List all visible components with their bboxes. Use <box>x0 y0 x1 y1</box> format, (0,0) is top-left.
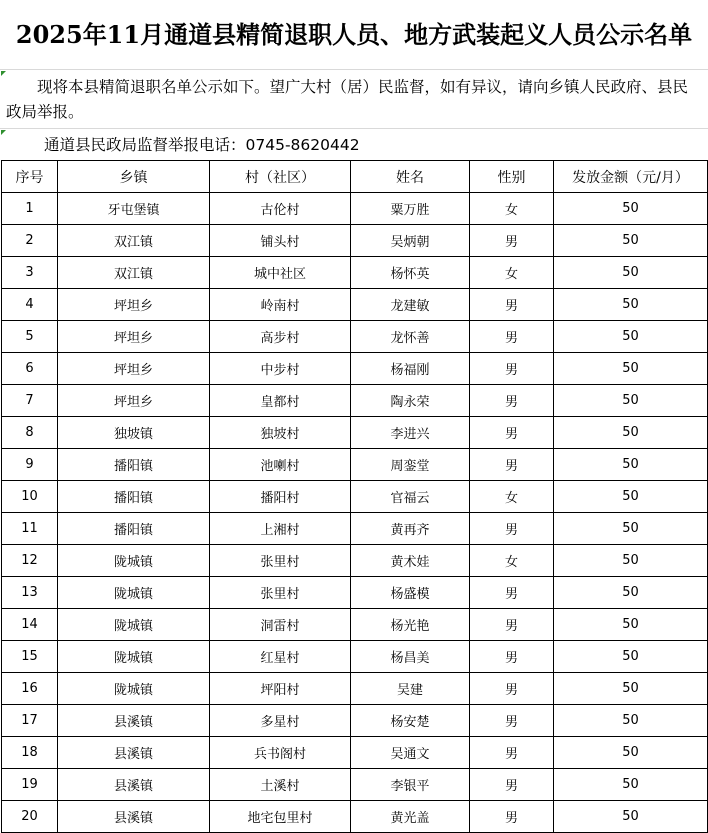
cell-col-name: 龙怀善 <box>351 321 470 353</box>
cell-col-index: 17 <box>2 705 58 737</box>
cell-col-township: 陇城镇 <box>58 609 210 641</box>
cell-col-index: 10 <box>2 481 58 513</box>
cell-col-gender: 男 <box>470 801 554 833</box>
cell-col-township: 县溪镇 <box>58 705 210 737</box>
cell-col-amount: 50 <box>554 225 708 257</box>
cell-col-amount: 50 <box>554 481 708 513</box>
table-body <box>2 193 708 833</box>
cell-col-gender: 男 <box>470 577 554 609</box>
cell-col-gender: 男 <box>470 673 554 705</box>
table-row <box>2 257 708 289</box>
cell-col-index: 2 <box>2 225 58 257</box>
cell-col-index: 12 <box>2 545 58 577</box>
cell-col-township: 双江镇 <box>58 257 210 289</box>
cell-col-name: 陶永荣 <box>351 385 470 417</box>
cell-col-gender: 男 <box>470 449 554 481</box>
cell-col-gender: 男 <box>470 609 554 641</box>
cell-col-amount: 50 <box>554 193 708 225</box>
cell-col-township: 县溪镇 <box>58 801 210 833</box>
cell-col-township: 县溪镇 <box>58 737 210 769</box>
cell-col-amount: 50 <box>554 321 708 353</box>
cell-col-amount: 50 <box>554 737 708 769</box>
cell-col-index: 15 <box>2 641 58 673</box>
table-row <box>2 449 708 481</box>
cell-col-gender: 男 <box>470 353 554 385</box>
cell-col-village: 地宅包里村 <box>210 801 351 833</box>
cell-col-village: 张里村 <box>210 545 351 577</box>
cell-col-index: 6 <box>2 353 58 385</box>
roster-table <box>1 160 708 833</box>
cell-col-village: 中步村 <box>210 353 351 385</box>
cell-col-village: 洞雷村 <box>210 609 351 641</box>
report-phone-line: 通道县民政局监督举报电话：0745-8620442 <box>44 136 360 154</box>
cell-col-township: 播阳镇 <box>58 449 210 481</box>
header-col-township: 乡镇 <box>58 161 210 193</box>
cell-col-amount: 50 <box>554 577 708 609</box>
cell-col-index: 11 <box>2 513 58 545</box>
cell-col-name: 杨盛模 <box>351 577 470 609</box>
cell-col-amount: 50 <box>554 705 708 737</box>
cell-col-amount: 50 <box>554 353 708 385</box>
cell-col-gender: 男 <box>470 641 554 673</box>
cell-col-village: 张里村 <box>210 577 351 609</box>
cell-col-gender: 男 <box>470 321 554 353</box>
cell-col-gender: 男 <box>470 385 554 417</box>
header-col-index: 序号 <box>2 161 58 193</box>
cell-col-name: 吴建 <box>351 673 470 705</box>
table-row <box>2 801 708 833</box>
cell-col-village: 多星村 <box>210 705 351 737</box>
cell-col-township: 播阳镇 <box>58 481 210 513</box>
cell-col-village: 池喇村 <box>210 449 351 481</box>
cell-col-village: 城中社区 <box>210 257 351 289</box>
table-row <box>2 705 708 737</box>
cell-col-index: 9 <box>2 449 58 481</box>
cell-col-name: 黄术娃 <box>351 545 470 577</box>
cell-col-name: 黄光盖 <box>351 801 470 833</box>
table-row <box>2 321 708 353</box>
cell-col-name: 吴通文 <box>351 737 470 769</box>
table-row <box>2 545 708 577</box>
cell-col-gender: 男 <box>470 225 554 257</box>
cell-col-name: 黄再齐 <box>351 513 470 545</box>
cell-col-index: 5 <box>2 321 58 353</box>
cell-col-gender: 男 <box>470 417 554 449</box>
cell-col-township: 坪坦乡 <box>58 289 210 321</box>
cell-col-village: 兵书阁村 <box>210 737 351 769</box>
cell-col-name: 李银平 <box>351 769 470 801</box>
page-title: 2025年11月通道县精简退职人员、地方武装起义人员公示名单 <box>0 0 708 70</box>
table-row <box>2 641 708 673</box>
cell-col-index: 14 <box>2 609 58 641</box>
cell-col-amount: 50 <box>554 257 708 289</box>
header-col-name: 姓名 <box>351 161 470 193</box>
cell-col-name: 龙建敏 <box>351 289 470 321</box>
cell-col-amount: 50 <box>554 385 708 417</box>
cell-col-amount: 50 <box>554 417 708 449</box>
table-header-row <box>2 161 708 193</box>
cell-col-township: 陇城镇 <box>58 673 210 705</box>
cell-col-name: 杨昌美 <box>351 641 470 673</box>
table-row <box>2 353 708 385</box>
cell-col-name: 李进兴 <box>351 417 470 449</box>
cell-col-name: 杨怀英 <box>351 257 470 289</box>
table-row <box>2 577 708 609</box>
cell-col-village: 古伦村 <box>210 193 351 225</box>
cell-col-index: 4 <box>2 289 58 321</box>
cell-col-gender: 男 <box>470 769 554 801</box>
cell-col-village: 皇都村 <box>210 385 351 417</box>
cell-col-township: 播阳镇 <box>58 513 210 545</box>
header-col-gender: 性别 <box>470 161 554 193</box>
cell-col-name: 杨光艳 <box>351 609 470 641</box>
cell-col-village: 独坡村 <box>210 417 351 449</box>
cell-col-index: 1 <box>2 193 58 225</box>
cell-col-amount: 50 <box>554 673 708 705</box>
cell-col-index: 20 <box>2 801 58 833</box>
cell-col-gender: 男 <box>470 289 554 321</box>
cell-col-gender: 女 <box>470 257 554 289</box>
cell-col-name: 官福云 <box>351 481 470 513</box>
table-row <box>2 225 708 257</box>
cell-col-township: 县溪镇 <box>58 769 210 801</box>
cell-col-amount: 50 <box>554 641 708 673</box>
cell-col-name: 杨福刚 <box>351 353 470 385</box>
table-row <box>2 513 708 545</box>
cell-col-index: 18 <box>2 737 58 769</box>
cell-col-township: 独坡镇 <box>58 417 210 449</box>
cell-col-village: 红星村 <box>210 641 351 673</box>
cell-col-index: 19 <box>2 769 58 801</box>
cell-col-township: 陇城镇 <box>58 545 210 577</box>
cell-col-amount: 50 <box>554 609 708 641</box>
cell-col-township: 陇城镇 <box>58 577 210 609</box>
table-row <box>2 673 708 705</box>
cell-col-township: 陇城镇 <box>58 641 210 673</box>
cell-col-township: 坪坦乡 <box>58 385 210 417</box>
cell-col-name: 粟万胜 <box>351 193 470 225</box>
cell-col-gender: 女 <box>470 193 554 225</box>
cell-col-amount: 50 <box>554 545 708 577</box>
header-col-amount: 发放金额（元/月） <box>554 161 708 193</box>
cell-col-name: 吴炳朝 <box>351 225 470 257</box>
cell-col-village: 播阳村 <box>210 481 351 513</box>
cell-col-village: 土溪村 <box>210 769 351 801</box>
cell-col-gender: 女 <box>470 545 554 577</box>
cell-col-village: 铺头村 <box>210 225 351 257</box>
cell-col-township: 牙屯堡镇 <box>58 193 210 225</box>
cell-col-name: 周銮堂 <box>351 449 470 481</box>
cell-col-gender: 男 <box>470 705 554 737</box>
cell-col-name: 杨安楚 <box>351 705 470 737</box>
header-col-village: 村（社区） <box>210 161 351 193</box>
cell-col-village: 坪阳村 <box>210 673 351 705</box>
cell-col-amount: 50 <box>554 769 708 801</box>
table-row <box>2 609 708 641</box>
table-row <box>2 193 708 225</box>
table-row <box>2 289 708 321</box>
table-row <box>2 481 708 513</box>
table-row <box>2 737 708 769</box>
cell-col-village: 高步村 <box>210 321 351 353</box>
cell-col-index: 7 <box>2 385 58 417</box>
cell-col-township: 坪坦乡 <box>58 321 210 353</box>
cell-col-village: 上湘村 <box>210 513 351 545</box>
cell-col-index: 3 <box>2 257 58 289</box>
cell-col-township: 坪坦乡 <box>58 353 210 385</box>
cell-col-gender: 女 <box>470 481 554 513</box>
cell-col-index: 8 <box>2 417 58 449</box>
cell-col-amount: 50 <box>554 513 708 545</box>
cell-col-gender: 男 <box>470 737 554 769</box>
table-row <box>2 385 708 417</box>
cell-col-gender: 男 <box>470 513 554 545</box>
cell-col-amount: 50 <box>554 449 708 481</box>
table-row <box>2 417 708 449</box>
cell-col-index: 13 <box>2 577 58 609</box>
table-row <box>2 769 708 801</box>
cell-col-village: 岭南村 <box>210 289 351 321</box>
cell-col-amount: 50 <box>554 289 708 321</box>
cell-col-index: 16 <box>2 673 58 705</box>
cell-col-township: 双江镇 <box>58 225 210 257</box>
notice-text: 现将本县精简退职名单公示如下。望广大村（居）民监督，如有异议，请向乡镇人民政府、县民政局举报。 <box>0 71 708 129</box>
cell-col-amount: 50 <box>554 801 708 833</box>
